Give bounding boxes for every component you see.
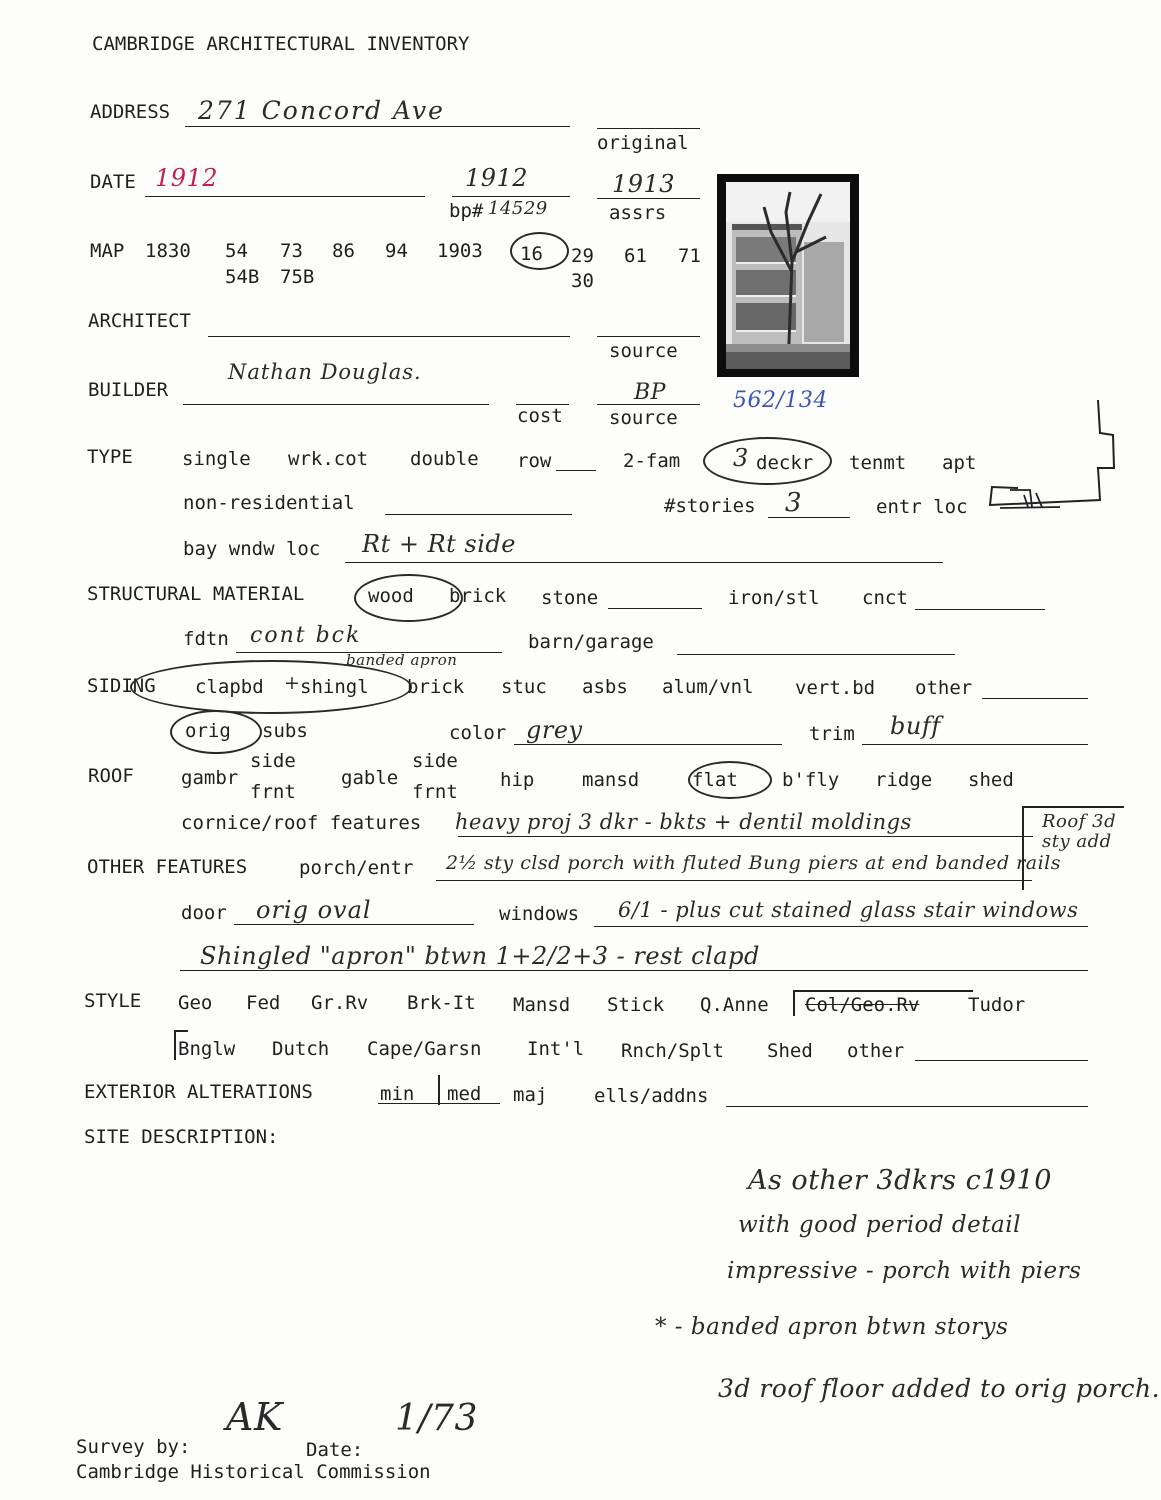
cost-label: cost bbox=[517, 405, 563, 427]
style-option[interactable]: Stick bbox=[607, 994, 665, 1016]
door-label: door bbox=[181, 902, 227, 924]
trim-value[interactable]: buff bbox=[890, 712, 941, 740]
architect-source-label: source bbox=[609, 340, 678, 362]
cornice-value[interactable]: heavy proj 3 dkr - bkts + dentil moldings bbox=[455, 810, 912, 834]
type-option-selected[interactable]: deckr bbox=[756, 452, 814, 474]
original-label: original bbox=[597, 132, 689, 154]
siding-option[interactable]: alum/vnl bbox=[662, 676, 754, 698]
barn-label: barn/garage bbox=[528, 631, 654, 653]
features-line2-value[interactable]: Shingled "apron" btwn 1+2/2+3 - rest clapd bbox=[200, 942, 760, 970]
orig-circle bbox=[170, 710, 262, 754]
map-year: 75B bbox=[280, 266, 315, 288]
bp-number[interactable]: 14529 bbox=[488, 198, 548, 219]
structural-option-selected[interactable]: wood bbox=[368, 585, 414, 607]
min-med-divider bbox=[438, 1075, 440, 1105]
gambr-side-label: side bbox=[250, 750, 296, 772]
map-year: 29 bbox=[571, 245, 594, 267]
siding-option[interactable]: vert.bd bbox=[795, 677, 876, 699]
structural-option[interactable]: iron/stl bbox=[728, 587, 820, 609]
style-option[interactable]: Int'l bbox=[527, 1038, 585, 1060]
type-option[interactable]: row bbox=[517, 450, 552, 472]
date-value[interactable]: 1912 bbox=[155, 164, 219, 192]
roof-option[interactable]: gambr bbox=[181, 767, 239, 789]
cornice-underline bbox=[458, 836, 1033, 837]
alteration-option-selected[interactable]: med bbox=[447, 1083, 482, 1105]
builder-underline bbox=[183, 404, 489, 405]
site-note: with good period detail bbox=[738, 1212, 1021, 1238]
photo-ref: 562/134 bbox=[733, 388, 828, 413]
alteration-option[interactable]: min bbox=[380, 1083, 415, 1105]
builder-source-label: source bbox=[609, 407, 678, 429]
subs-label[interactable]: subs bbox=[262, 720, 308, 742]
roof-option[interactable]: ridge bbox=[875, 769, 933, 791]
gable-side-label: side bbox=[412, 750, 458, 772]
gable-frnt-label: frnt bbox=[412, 781, 458, 803]
col-geo-bracket bbox=[793, 990, 973, 1016]
non-residential-underline bbox=[385, 514, 572, 515]
bnglw-bracket bbox=[174, 1030, 188, 1060]
siding-option-selected[interactable]: clapbd bbox=[195, 676, 264, 698]
siding-other-underline bbox=[982, 698, 1088, 699]
style-option[interactable]: Geo bbox=[178, 992, 213, 1014]
cornice-label: cornice/roof features bbox=[181, 812, 422, 834]
map-year: 30 bbox=[571, 270, 594, 292]
siding-circle bbox=[130, 660, 412, 714]
porch-label: porch/entr bbox=[299, 857, 414, 879]
site-note: 3d roof floor added to orig porch. bbox=[718, 1374, 1161, 1403]
bp-label: bp# bbox=[449, 200, 484, 222]
style-option[interactable]: Cape/Garsn bbox=[367, 1038, 482, 1060]
style-option[interactable]: Tudor bbox=[968, 994, 1026, 1016]
alteration-option[interactable]: maj bbox=[513, 1084, 548, 1106]
roof-option[interactable]: shed bbox=[968, 769, 1014, 791]
architect-label: ARCHITECT bbox=[88, 310, 191, 332]
style-option[interactable]: Gr.Rv bbox=[311, 992, 369, 1014]
style-option[interactable]: Shed bbox=[767, 1040, 813, 1062]
style-option[interactable]: Rnch/Splt bbox=[621, 1040, 724, 1062]
style-option[interactable]: Brk-It bbox=[407, 992, 476, 1014]
siding-option[interactable]: other bbox=[915, 677, 973, 699]
siding-option[interactable]: asbs bbox=[582, 676, 628, 698]
other-features-label: OTHER FEATURES bbox=[87, 856, 248, 878]
bay-wndw-value[interactable]: Rt + Rt side bbox=[362, 530, 516, 558]
type-option[interactable]: tenmt bbox=[849, 452, 907, 474]
row-underline bbox=[556, 470, 596, 471]
type-option[interactable]: apt bbox=[942, 452, 977, 474]
map-year: 86 bbox=[332, 240, 355, 262]
map-year-selected[interactable]: 16 bbox=[520, 243, 543, 265]
date-label: DATE bbox=[90, 171, 136, 193]
style-option-selected[interactable]: Col/Geo.Rv bbox=[805, 994, 920, 1016]
trim-underline bbox=[862, 744, 1088, 745]
survey-date-value[interactable]: 1/73 bbox=[395, 1398, 478, 1439]
assrs-label: assrs bbox=[609, 202, 667, 224]
date-bp-value[interactable]: 1912 bbox=[465, 164, 529, 192]
barn-underline bbox=[677, 654, 955, 655]
porch-value[interactable]: 2½ sty clsd porch with fluted Bung piers at end banded rails bbox=[446, 852, 1061, 874]
roof-option[interactable]: b'fly bbox=[782, 769, 840, 791]
site-note: impressive - porch with piers bbox=[727, 1258, 1082, 1284]
assrs-underline bbox=[597, 198, 700, 199]
color-label: color bbox=[449, 722, 507, 744]
stories-underline bbox=[768, 517, 850, 518]
builder-source-underline bbox=[597, 404, 700, 405]
map-year: 1830 bbox=[145, 240, 191, 262]
type-option[interactable]: single bbox=[182, 448, 251, 470]
site-note: As other 3dkrs c1910 bbox=[748, 1165, 1052, 1196]
house-photo-image bbox=[726, 182, 850, 369]
map-year: 73 bbox=[280, 240, 303, 262]
type-option[interactable]: 2-fam bbox=[623, 450, 681, 472]
architect-underline bbox=[208, 336, 570, 337]
map-label: MAP bbox=[90, 240, 125, 262]
site-note: * - banded apron btwn storys bbox=[655, 1314, 1009, 1340]
siding-plus: + bbox=[284, 672, 301, 694]
siding-option[interactable]: brick bbox=[407, 676, 465, 698]
roof-option[interactable]: mansd bbox=[582, 769, 640, 791]
structural-option[interactable]: cnct bbox=[862, 587, 908, 609]
map-year: 54B bbox=[225, 266, 260, 288]
roof-label: ROOF bbox=[88, 765, 134, 787]
stone-underline bbox=[608, 608, 702, 609]
roof-note: Roof 3d sty add bbox=[1042, 811, 1117, 852]
bay-wndw-label: bay wndw loc bbox=[183, 538, 321, 560]
cnct-underline bbox=[915, 609, 1045, 610]
architect-source-underline bbox=[597, 336, 700, 337]
siding-option[interactable]: stuc bbox=[501, 676, 547, 698]
alterations-label: EXTERIOR ALTERATIONS bbox=[84, 1081, 313, 1103]
flat-circle bbox=[688, 761, 772, 799]
style-option[interactable]: Fed bbox=[246, 992, 281, 1014]
structural-label: STRUCTURAL MATERIAL bbox=[87, 583, 305, 605]
map-year: 61 bbox=[624, 245, 647, 267]
building-photo bbox=[717, 174, 859, 377]
roof-option[interactable]: gable bbox=[341, 767, 399, 789]
alteration-option[interactable]: ells/addns bbox=[594, 1085, 709, 1107]
color-value[interactable]: grey bbox=[526, 716, 583, 744]
fdtn-label: fdtn bbox=[183, 628, 229, 650]
stories-label: #stories bbox=[664, 495, 756, 517]
map-year: 54 bbox=[225, 240, 248, 262]
style-option[interactable]: Dutch bbox=[272, 1038, 330, 1060]
builder-value[interactable]: Nathan Douglas. bbox=[228, 360, 422, 384]
date-underline bbox=[145, 196, 425, 197]
wood-circle bbox=[354, 574, 463, 622]
entr-loc-label: entr loc bbox=[876, 496, 968, 518]
type-label: TYPE bbox=[87, 446, 133, 468]
entrance-plan-sketch bbox=[980, 395, 1120, 520]
door-value[interactable]: orig oval bbox=[256, 896, 372, 924]
type-option[interactable]: wrk.cot bbox=[288, 448, 369, 470]
survey-by-label: Survey by: bbox=[76, 1436, 191, 1458]
ells-underline bbox=[726, 1106, 1088, 1107]
color-underline bbox=[514, 744, 782, 745]
map-16-circle bbox=[510, 232, 569, 270]
porch-underline bbox=[436, 880, 1032, 881]
bay-wndw-underline bbox=[345, 562, 943, 563]
style-option-selected[interactable]: Bnglw bbox=[178, 1038, 236, 1060]
address-value[interactable]: 271 Concord Ave bbox=[198, 96, 445, 125]
style-other-underline bbox=[915, 1060, 1088, 1061]
siding-option-selected[interactable]: shingl bbox=[300, 676, 369, 698]
map-year: 94 bbox=[385, 240, 408, 262]
address-underline bbox=[185, 126, 570, 127]
builder-label: BUILDER bbox=[88, 379, 169, 401]
windows-value[interactable]: 6/1 - plus cut stained glass stair windows bbox=[618, 898, 1079, 922]
style-option[interactable]: other bbox=[847, 1040, 905, 1062]
roof-option[interactable]: hip bbox=[500, 769, 535, 791]
fdtn-value[interactable]: cont bck bbox=[250, 623, 362, 648]
builder-source-value[interactable]: BP bbox=[634, 380, 666, 405]
style-option[interactable]: Mansd bbox=[513, 994, 571, 1016]
orig-label-selected[interactable]: orig bbox=[185, 720, 231, 742]
siding-label: SIDING bbox=[87, 675, 156, 697]
structural-option[interactable]: stone bbox=[541, 587, 599, 609]
roof-option-selected[interactable]: flat bbox=[692, 769, 738, 791]
map-year: 1903 bbox=[437, 240, 483, 262]
style-option[interactable]: Q.Anne bbox=[700, 994, 769, 1016]
siding-note: banded apron bbox=[346, 651, 458, 669]
bp-underline bbox=[452, 196, 570, 197]
address-label: ADDRESS bbox=[90, 101, 171, 123]
door-underline bbox=[234, 924, 474, 925]
structural-option[interactable]: brick bbox=[449, 585, 507, 607]
type-option[interactable]: double bbox=[410, 448, 479, 470]
map-year: 71 bbox=[678, 245, 701, 267]
assrs-value[interactable]: 1913 bbox=[612, 170, 676, 198]
survey-by-value[interactable]: AK bbox=[226, 1395, 283, 1439]
deckr-circle bbox=[703, 437, 832, 485]
windows-underline bbox=[594, 926, 1088, 927]
windows-label: windows bbox=[499, 903, 580, 925]
original-underline bbox=[597, 128, 700, 129]
gambr-frnt-label: frnt bbox=[250, 781, 296, 803]
trim-label: trim bbox=[809, 723, 855, 745]
commission-name: Cambridge Historical Commission bbox=[76, 1461, 431, 1483]
site-label: SITE DESCRIPTION: bbox=[84, 1126, 279, 1148]
type-prefix: 3 bbox=[733, 444, 749, 472]
survey-date-label: Date: bbox=[306, 1439, 364, 1461]
features-line2-underline bbox=[180, 970, 1088, 971]
form-title: CAMBRIDGE ARCHITECTURAL INVENTORY bbox=[92, 33, 470, 55]
non-residential-label: non-residential bbox=[183, 492, 355, 514]
stories-value[interactable]: 3 bbox=[785, 488, 803, 518]
style-label: STYLE bbox=[84, 990, 142, 1012]
